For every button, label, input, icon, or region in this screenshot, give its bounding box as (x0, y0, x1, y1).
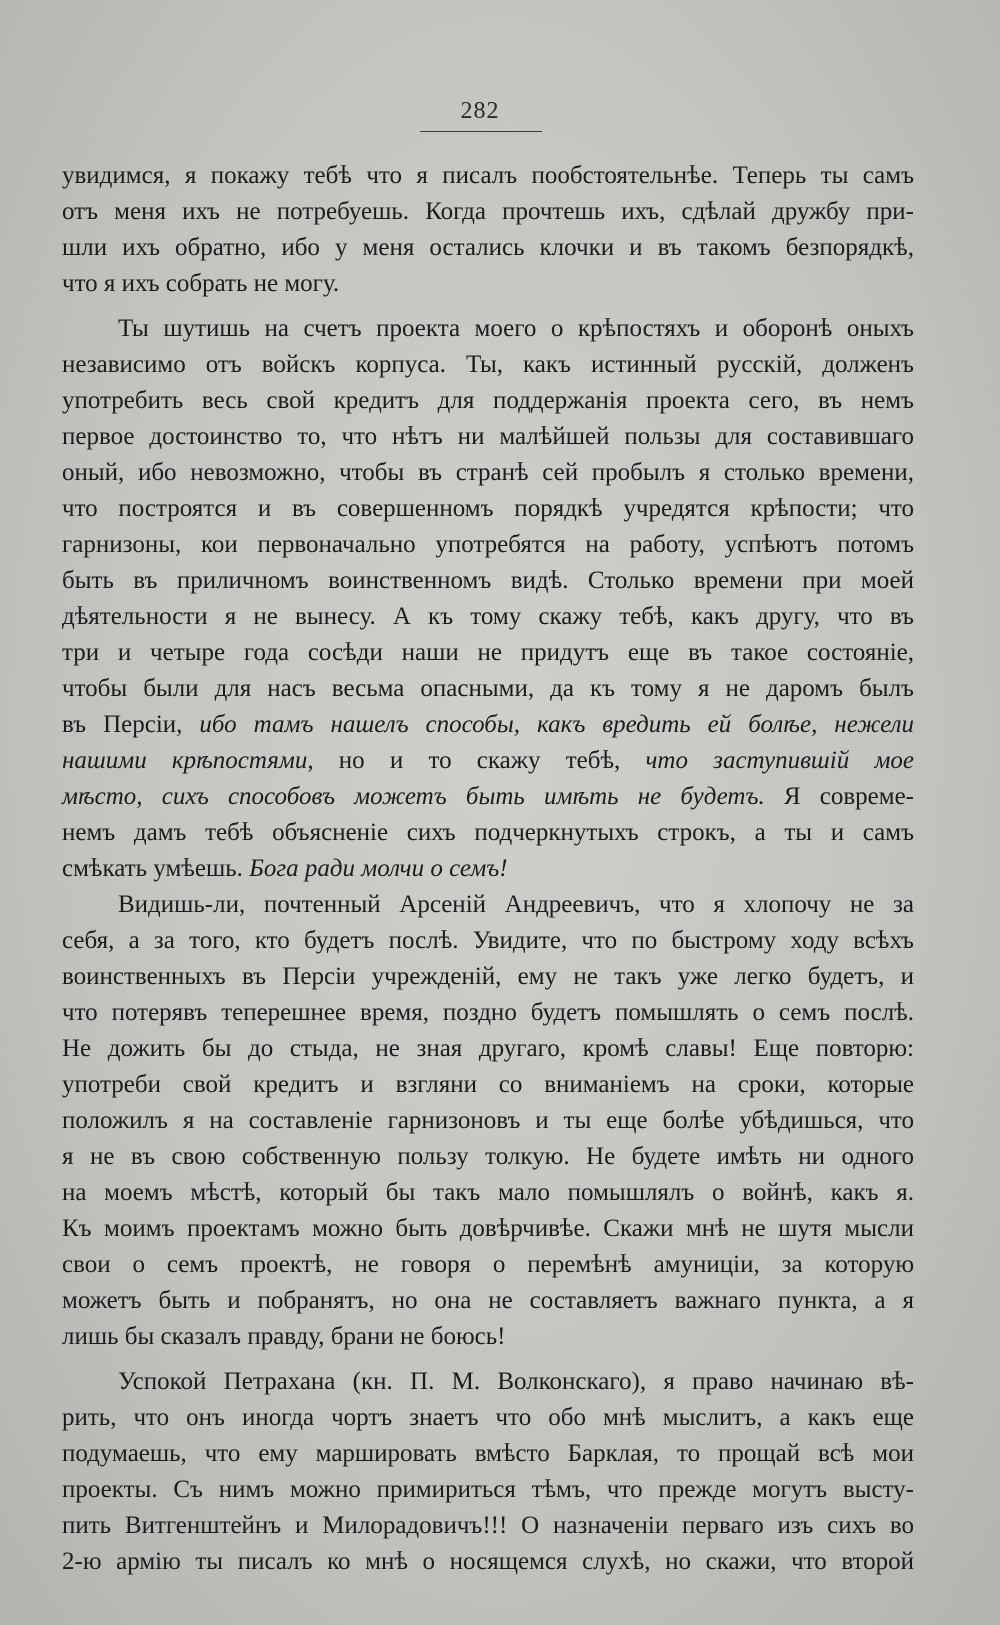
text-line (62, 563, 914, 599)
text-line (62, 1067, 914, 1103)
text-line (62, 887, 914, 923)
text-segment: свои о семъ проектѣ, не говоря о перемѣнѣ амуниціи, за которую (62, 1251, 914, 1278)
text-segment: отъ меня ихъ не потребуешь. Когда прочтешь ихъ, сдѣлай дружбу при- (62, 198, 914, 225)
text-line (62, 527, 914, 563)
text-segment: воинственныхъ въ Персіи учрежденій, ему не такъ уже легко будетъ, и (62, 963, 914, 990)
text-segment: Не дожить бы до стыда, не зная другаго, кромѣ славы! Еще повторю: (62, 1035, 914, 1062)
text-segment: себя, а за того, кто будетъ послѣ. Увидите, что по быстрому ходу всѣхъ (62, 927, 914, 954)
text-segment: немъ дамъ тебѣ объясненіе сихъ подчеркнутыхъ строкъ, а ты и самъ (62, 819, 914, 846)
text-segment: чтобы были для насъ весьма опасными, да къ тому я не даромъ былъ (62, 675, 914, 702)
text-segment: положилъ я на составленіе гарнизоновъ и ты еще болѣе убѣдишься, что (62, 1107, 914, 1134)
text-segment: три и четыре года сосѣди наши не придутъ еще въ такое состояніе, (62, 639, 914, 666)
text-segment: употребить весь свой кредитъ для поддержанія проекта сего, въ немъ (62, 387, 914, 414)
text-line (62, 230, 914, 266)
page-number: 282 (460, 98, 500, 124)
text-segment: смѣкать умѣешь. (62, 855, 250, 882)
text-line (62, 1508, 914, 1544)
text-segment: что потерявъ теперешнее время, поздно будетъ помышлять о семъ послѣ. (62, 999, 914, 1026)
text-segment: проекты. Съ нимъ можно примириться тѣмъ, что прежде могутъ высту- (62, 1476, 914, 1503)
text-segment: Къ моимъ проектамъ можно быть довѣрчивѣе. Скажи мнѣ не шутя мысли (62, 1215, 914, 1242)
text-segment: оный, ибо невозможно, чтобы въ странѣ сей пробылъ я столько времени, (62, 459, 914, 486)
text-segment: но и то скажу тебѣ, (313, 747, 646, 774)
text-line (62, 635, 914, 671)
text-segment: быть въ приличномъ воинственномъ видѣ. Столько времени при моей (62, 567, 914, 594)
text-line (62, 1211, 914, 1247)
text-line (62, 158, 914, 194)
text-line (62, 1283, 914, 1319)
text-line (62, 491, 914, 527)
text-segment: увидимся, я покажу тебѣ что я писалъ пообстоятельнѣе. Теперь ты самъ (62, 162, 914, 189)
text-line (62, 419, 914, 455)
text-segment: Я совреме- (764, 783, 914, 810)
paragraph-gap (62, 1355, 914, 1364)
italic-text-segment: нашими крѣпостями, (62, 747, 314, 774)
text-line (62, 1436, 914, 1472)
text-line (62, 1031, 914, 1067)
text-segment: въ Персіи, (62, 711, 200, 738)
text-segment: шли ихъ обратно, ибо у меня остались клочки и въ такомъ безпорядкѣ, (62, 234, 914, 261)
text-line (62, 1400, 914, 1436)
text-segment: употреби свой кредитъ и взгляни со вниманіемъ на сроки, которые (62, 1071, 914, 1098)
text-line (62, 995, 914, 1031)
text-line (62, 959, 914, 995)
text-line (62, 266, 914, 302)
text-line (62, 1472, 914, 1508)
text-line (62, 347, 914, 383)
text-segment: рить, что онъ иногда чортъ знаетъ что обо мнѣ мыслитъ, а какъ еще (62, 1404, 914, 1431)
text-line (62, 671, 914, 707)
text-segment: я не въ свою собственную пользу толкую. Не будете имѣть ни одного (62, 1143, 914, 1170)
text-line (62, 707, 914, 743)
text-segment: что я ихъ собрать не могу. (62, 270, 340, 297)
text-segment: гарнизоны, кои первоначально употребятся на работу, успѣютъ потомъ (62, 531, 914, 558)
text-segment: на моемъ мѣстѣ, который бы такъ мало помышлялъ о войнѣ, какъ я. (62, 1179, 914, 1206)
text-segment: дѣятельности я не вынесу. А къ тому скажу тебѣ, какъ другу, что въ (62, 603, 914, 630)
text-segment: первое достоинство то, что нѣтъ ни малѣйшей пользы для составившаго (62, 423, 914, 450)
text-segment: лишь бы сказалъ правду, брани не боюсь! (62, 1323, 506, 1350)
text-line (62, 1319, 914, 1355)
text-segment: что построятся и въ совершенномъ порядкѣ учредятся крѣпости; что (62, 495, 914, 522)
text-line (62, 923, 914, 959)
italic-text-segment: что заступившій мое (645, 747, 914, 774)
text-line (62, 194, 914, 230)
text-line (62, 1103, 914, 1139)
text-line (62, 1247, 914, 1283)
text-segment: подумаешь, что ему маршировать вмѣсто Барклая, то прощай всѣ мои (62, 1440, 914, 1467)
text-line (62, 815, 914, 851)
italic-text-segment: мѣсто, сихъ способовъ можетъ быть имѣть не будетъ. (62, 783, 765, 810)
text-line (62, 743, 914, 779)
paragraph-gap (62, 302, 914, 311)
text-line (62, 779, 914, 815)
text-line (62, 599, 914, 635)
text-line (62, 1544, 914, 1580)
italic-text-segment: Бога ради молчи о семъ! (249, 855, 508, 882)
text-segment: Видишь-ли, почтенный Арсеній Андреевичъ, что я хлопочу не за (118, 891, 914, 918)
text-segment: можетъ быть и побранятъ, но она не составляетъ важнаго пункта, а я (62, 1287, 914, 1314)
text-line (62, 311, 914, 347)
text-segment: Ты шутишь на счетъ проекта моего о крѣпостяхъ и оборонѣ оныхъ (118, 315, 914, 342)
text-line (62, 1175, 914, 1211)
page-number-rule (420, 131, 542, 132)
body-text (62, 158, 914, 1580)
text-segment: Успокой Петрахана (кн. П. М. Волконскаго), я право начинаю вѣ- (118, 1368, 914, 1395)
text-line (62, 851, 914, 887)
text-segment: 2-ю армію ты писалъ ко мнѣ о носящемся слухѣ, но скажи, что второй (62, 1548, 914, 1575)
text-line (62, 1139, 914, 1175)
text-line (62, 455, 914, 491)
text-segment: независимо отъ войскъ корпуса. Ты, какъ истинный русскій, долженъ (62, 351, 914, 378)
text-line (62, 383, 914, 419)
text-line (62, 1364, 914, 1400)
text-segment: пить Витгенштейнъ и Милорадовичъ!!! О назначеніи перваго изъ сихъ во (62, 1512, 914, 1539)
italic-text-segment: ибо тамъ нашелъ способы, какъ вредить ей болѣе, нежели (199, 711, 914, 738)
